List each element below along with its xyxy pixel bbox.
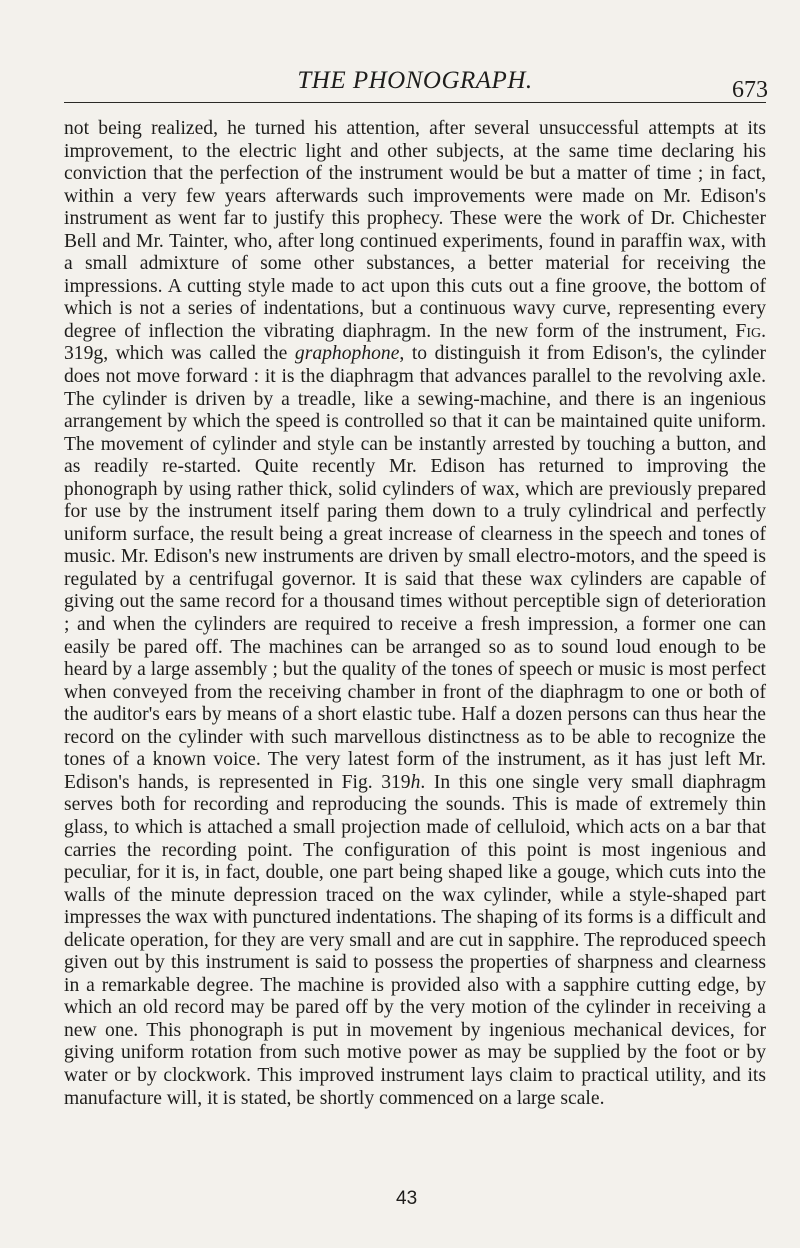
body-paragraph xyxy=(64,118,766,1110)
figure-letter: h xyxy=(410,771,421,793)
header-rule xyxy=(64,102,766,103)
body-text-part-4: . In this one single very small diaphragm serves both for recording and reproducing the sounds. This is made of extremely thin glass, to which is attached a small projection made of celluloid, which acts on a bar that carries the recording point. The configuration of this point is most ingenious and peculiar, for it is, in fact, double, one part being shaped like a gouge, which cuts into the walls of the minute depression traced on the wax cylinder, while a style-shaped part impresses the wax with punctured indentations. The shaping of its forms is a difficult and delicate operation, for they are very small and are cut in sapphire. The reproduced speech given out by this instrument is said to possess the properties of sharpness and clearness in a remarkable degree. The machine is provided also with a sapphire cutting edge, by which an old record may be pared off by the very motion of the cylinder in receiving a new one. This phonograph is put in movement by ingenious mechanical devices, for giving uniform rotation from such motive power as may be supplied by the foot or by water or by clockwork. This improved instrument lays claim to practical utility, and its manufacture will, it is stated, be shortly commenced on a large scale. xyxy=(64,771,766,1109)
body-text-part-1: not being realized, he turned his attention, after several unsuccessful attempts at its improvement, to the electric light and other subjects, at the same time declaring his conviction that the perfection of the instrument would be but a matter of time ; in fact, within a very few years afterwards such improvements were made on Mr. Edison's instrument as went far to justify this prophecy. These were the work of Dr. Chichester Bell and Mr. Tainter, who, after long continued experiments, found in paraffin wax, with a small admixture of some other substances, a better material for receiving the impressions. A cutting style made to act upon this cuts out a fine groove, the bottom of which is not a series of indentations, but a continuous wavy curve, representing every degree of inflection the vibrating diaphragm. In the new form of the instrument, xyxy=(64,118,766,342)
figure-reference: Fig. xyxy=(735,320,766,342)
page-header xyxy=(62,66,768,103)
body-text-part-2: 319g, which was called the xyxy=(64,343,295,365)
page-number: 673 xyxy=(732,77,768,103)
signature-mark: 43 xyxy=(396,1188,418,1209)
body-text-part-3: , to distinguish it from Edison's, the cylinder does not move forward : it is the diaphragm that advances parallel to the revolving axle. The cylinder is driven by a treadle, like a sewing-machine, and there is an ingenious arrangement by which the speed is controlled so that it can be maintained quite uniform. The movement of cylinder and style can be instantly arrested by touching a button, and as readily re-started. Quite recently Mr. Edison has returned to improving the phonograph by using rather thick, solid cylinders of wax, which are previously prepared for use by the instrument itself paring them down to a truly cylindrical and perfectly uniform surface, the result being a great increase of clearness in the speech and tones of music. Mr. Edison's new instruments are driven by small electro-motors, and the speed is regulated by a centrifugal governor. It is said that these wax cylinders are capable of giving out the same record for a thousand times without perceptible sign of deterioration ; and when the cylinders are required to receive a fresh impression, a former one can easily be pared off. The machines can be arranged so as to sound loud enough to be heard by a large assembly ; but the quality of the tones of speech or music is most perfect when conveyed from the receiving chamber in front of the diaphragm to one or both of the auditor's ears by means of a short elastic tube. Half a dozen persons can thus hear the record on the cylinder with such marvellous distinctness as to be able to recognize the tones of a known voice. The very latest form of the instrument, as it has just left Mr. Edison's hands, is represented in Fig. 319 xyxy=(64,343,766,793)
running-title: THE PHONOGRAPH. xyxy=(297,67,533,94)
graphophone-term: graphophone xyxy=(294,343,400,365)
